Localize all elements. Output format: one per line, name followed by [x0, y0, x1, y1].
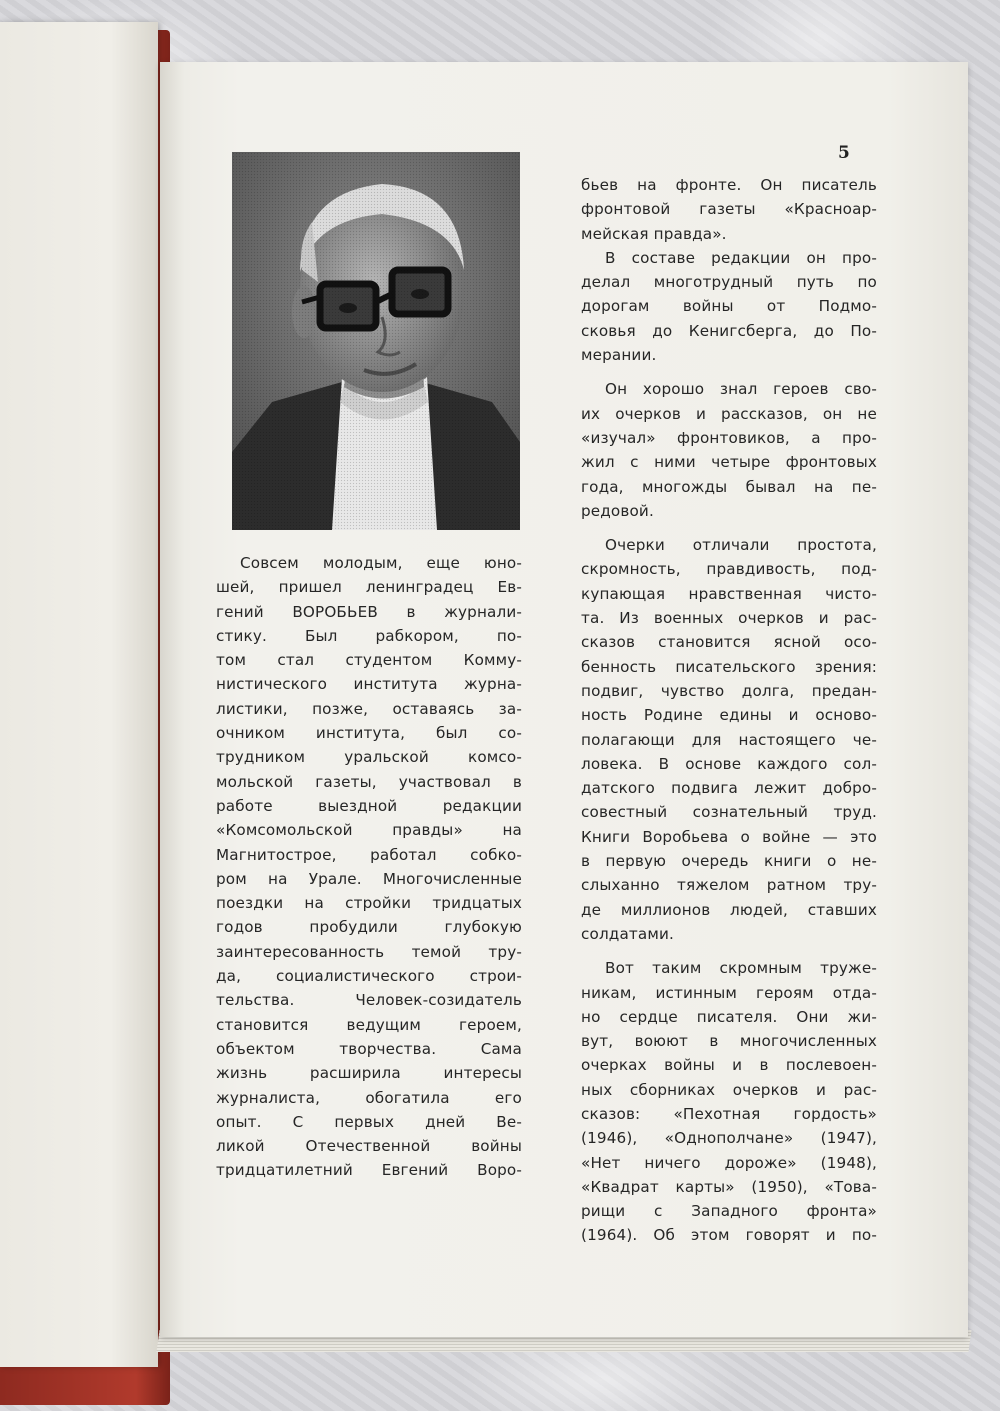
text-line: но сердце писателя. Они жи- — [581, 1007, 877, 1026]
text-line: да, социалистического строи- — [216, 967, 522, 986]
text-line: никам, истинным героям отда- — [581, 983, 877, 1002]
text-line: купающая нравственная чисто- — [581, 584, 877, 603]
text-line: годов пробудили глубокую — [216, 918, 522, 937]
text-line: датского подвига лежит добро- — [581, 779, 877, 798]
text-line: (1964). Об этом говорят и по- — [581, 1226, 877, 1245]
paragraph-gap — [581, 946, 877, 956]
text-line: «Нет ничего дороже» (1948), — [581, 1153, 877, 1172]
text-line: ликой Отечественной войны — [216, 1137, 522, 1156]
portrait-illustration — [232, 152, 520, 530]
text-line: В составе редакции он про- — [605, 248, 877, 267]
text-line: тельства. Человек-созидатель — [216, 991, 522, 1010]
paragraph-gap — [581, 367, 877, 377]
text-line: слыханно тяжелом ратном тру- — [581, 876, 877, 895]
text-line: их очерков и рассказов, он не — [581, 404, 877, 423]
text-line: ных сборниках очерков и рас- — [581, 1080, 877, 1099]
text-line: вут, воюют в многочисленных — [581, 1032, 877, 1051]
text-line: Очерки отличали простота, — [605, 536, 877, 555]
text-line: очерках войны и в послевоен- — [581, 1056, 877, 1075]
text-line: «Квадрат карты» (1950), «Това- — [581, 1177, 877, 1196]
text-line: мерании. — [581, 346, 657, 365]
text-line: гений ВОРОБЬЕВ в журнали- — [216, 602, 522, 621]
text-line: очником института, был со- — [216, 724, 522, 743]
text-line: совестный сознательный труд. — [581, 803, 877, 822]
text-line: (1946), «Однополчане» (1947), — [581, 1129, 877, 1148]
text-line: мейская правда». — [581, 224, 727, 243]
text-line: Вот таким скромным труже- — [605, 959, 877, 978]
text-line: Книги Воробьева о войне — это — [581, 827, 877, 846]
text-line: дорогам войны от Подмо- — [581, 297, 877, 316]
text-line: становится ведущим героем, — [216, 1015, 522, 1034]
text-line: «Комсомольской правды» на — [216, 821, 522, 840]
page-number: 5 — [838, 143, 850, 163]
text-line: Он хорошо знал героев сво- — [605, 380, 877, 399]
text-line: рищи с Западного фронта» — [581, 1202, 877, 1221]
text-line: ность Родине едины и осново- — [581, 706, 877, 725]
text-line: ром на Урале. Многочисленные — [216, 869, 522, 888]
left-text-column — [216, 551, 522, 1183]
text-line: сковья до Кенигсберга, до По- — [581, 321, 877, 340]
paragraph-gap — [581, 523, 877, 533]
text-line: стику. Был рабкором, по- — [216, 626, 522, 645]
text-line: бьев на фронте. Он писатель — [581, 176, 877, 194]
text-line: заинтересованность темой тру- — [216, 942, 522, 961]
text-line: сказов: «Пехотная гордость» — [581, 1104, 877, 1123]
text-line: та. Из военных очерков и рас- — [581, 609, 877, 628]
text-line: Магнитострое, работал собко- — [216, 845, 522, 864]
text-line: тридцатилетний Евгений Воро- — [216, 1161, 522, 1180]
text-line: Совсем молодым, еще юно- — [240, 554, 522, 572]
text-line: скромность, правдивость, под- — [581, 560, 877, 579]
text-line: опыт. С первых дней Ве- — [216, 1112, 522, 1131]
text-line: шей, пришел ленинградец Ев- — [216, 578, 522, 597]
text-line: редовой. — [581, 501, 654, 520]
text-line: ловека. В основе каждого сол- — [581, 754, 877, 773]
text-line: де миллионов людей, ставших — [581, 900, 877, 919]
text-line: в первую очередь книги о не- — [581, 852, 877, 871]
text-line: нистического института журна- — [216, 675, 522, 694]
text-line: года, многожды бывал на пе- — [581, 477, 877, 496]
text-line: жизнь расширила интересы — [216, 1064, 522, 1083]
text-line: бенность писательского зрения: — [581, 657, 877, 676]
text-line: делал многотрудный путь по — [581, 273, 877, 292]
text-line: солдатами. — [581, 924, 674, 943]
author-portrait-photo — [232, 152, 520, 530]
text-line: фронтовой газеты «Красноар- — [581, 200, 877, 219]
text-line: жил с ними четыре фронтовых — [581, 453, 877, 472]
text-line: том стал студентом Комму- — [216, 651, 522, 670]
text-line: поездки на стройки тридцатых — [216, 894, 522, 913]
text-line: журналиста, обогатила его — [216, 1088, 522, 1107]
right-text-column — [581, 173, 877, 1248]
text-line: «изучал» фронтовиков, а про- — [581, 428, 877, 447]
text-line: подвиг, чувство долга, предан- — [581, 681, 877, 700]
text-line: работе выездной редакции — [216, 796, 522, 815]
text-line: трудником уральской комсо- — [216, 748, 522, 767]
text-line: листики, позже, оставаясь за- — [216, 699, 522, 718]
left-page — [0, 22, 158, 1367]
text-line: мольской газеты, участвовал в — [216, 772, 522, 791]
text-line: объектом творчества. Сама — [216, 1039, 522, 1058]
text-line: полагающи для настоящего че- — [581, 730, 877, 749]
text-line: сказов становится ясной осо- — [581, 633, 877, 652]
